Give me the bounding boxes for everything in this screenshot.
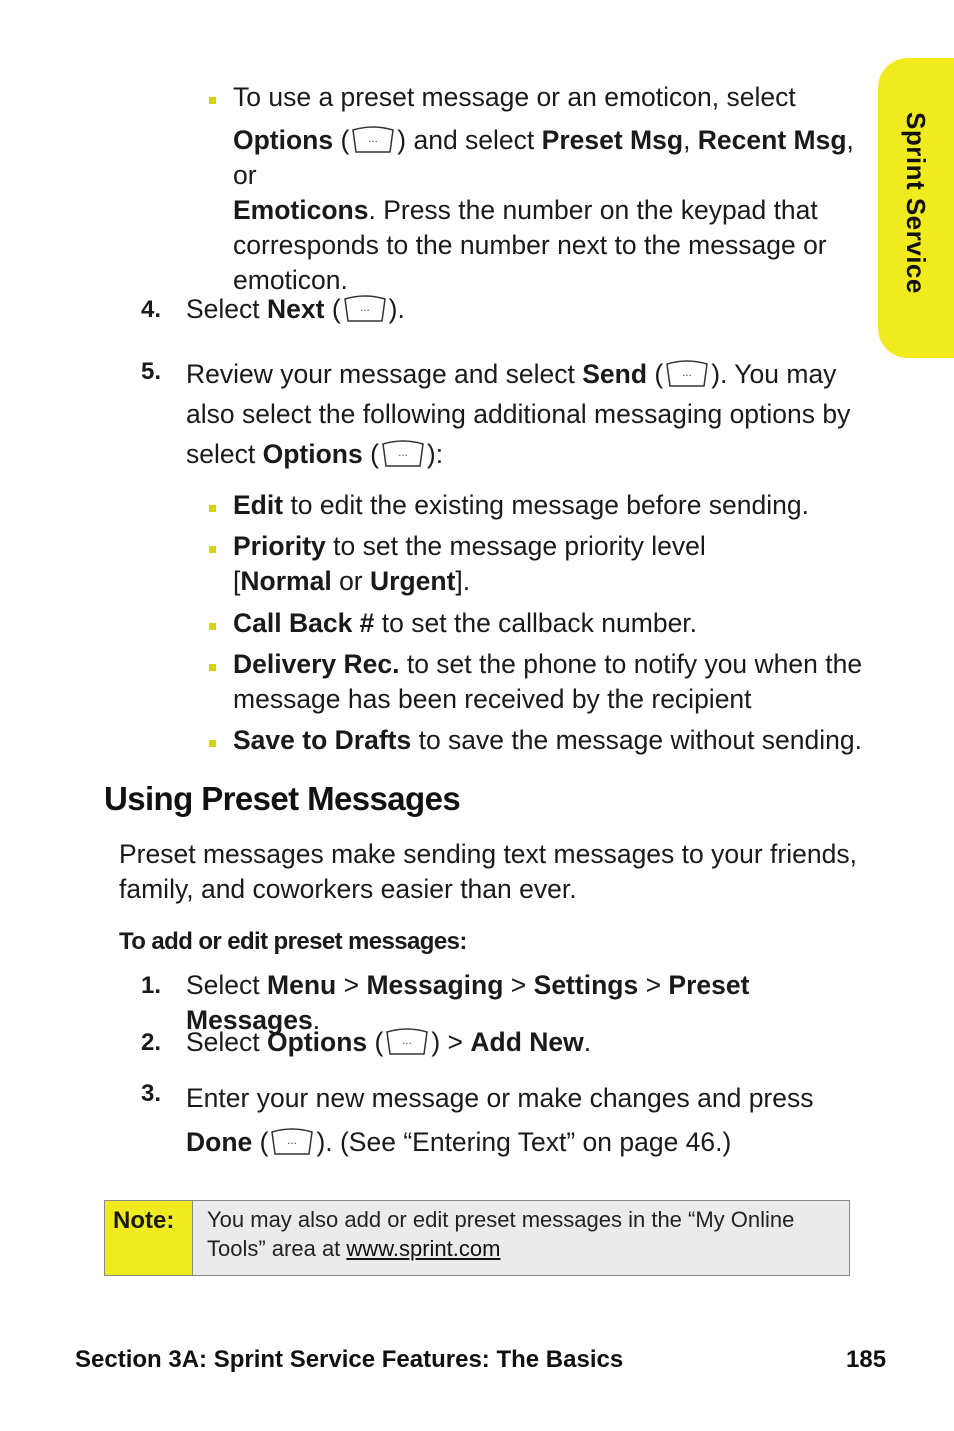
list-item: Save to Drafts to save the message without sending. [233,725,862,755]
step-number: 5. [141,358,162,385]
section-heading: Using Preset Messages [104,780,461,817]
svg-text:···: ··· [359,306,370,317]
preset-bullet-text: To use a preset message or an emoticon, select Options ( ··· ) and select Preset Msg, Recent Msg, or Emoticons. Press the number on the keypad that corresponds to the number next to the message or emoticon. [233,82,854,295]
footer-section: Section 3A: Sprint Service Features: The Basics [75,1346,624,1373]
list-item: Delivery Rec. to set the phone to notify you when the message has been received by the recipient [233,649,863,714]
soft-key-icon [384,1026,430,1056]
sprint-link[interactable]: www.sprint.com [346,1236,501,1261]
step-number: 3. [141,1080,162,1107]
bullet-icon [209,664,216,671]
list-item: Priority to set the message priority level [Normal or Urgent]. [233,531,706,596]
soft-key-icon [350,124,396,154]
list-item: Call Back # to set the callback number. [233,608,698,638]
soft-key-icon [269,1126,315,1156]
bullet-icon [209,740,216,747]
bullet-icon [209,97,216,104]
soft-key-icon [664,358,710,388]
step-number: 2. [141,1029,162,1056]
step-3-text: Enter your new message or make changes and press Done ( ··· ). (See “Entering Text” on page 46.) [186,1083,814,1157]
note-box [104,1200,850,1276]
svg-text:···: ··· [368,137,379,148]
soft-key-icon [380,438,426,468]
bullet-icon [209,505,216,512]
side-tab-label: Sprint Service [901,112,931,294]
soft-key-icon [342,293,388,323]
svg-text:···: ··· [402,1039,413,1050]
step-5-text: Review your message and select Send ( ··· ). You may also select the following additional messaging options by select Options ( ··· ): [186,359,851,469]
note-label: Note: [105,1201,193,1275]
list-item: Edit to edit the existing message before sending. [233,490,809,520]
step-number: 1. [141,972,162,999]
page-number: 185 [846,1346,887,1373]
svg-text:···: ··· [398,451,408,462]
step-4-text: Select Next ( ··· ). [186,294,405,324]
svg-text:···: ··· [682,371,692,382]
svg-text:···: ··· [287,1139,298,1150]
bullet-icon [209,623,216,630]
note-body: You may also add or edit preset messages in the “My Online Tools” area at www.sprint.com [207,1207,795,1261]
step-1-text: Select Menu > Messaging > Settings > Preset Messages. [186,970,750,1035]
step-2-text: Select Options ( ··· ) > Add New. [186,1027,592,1057]
step-number: 4. [141,296,162,323]
bullet-icon [209,546,216,553]
procedure-title: To add or edit preset messages: [119,928,467,955]
section-intro: Preset messages make sending text messages to your friends, family, and coworkers easier than ever. [119,839,857,904]
